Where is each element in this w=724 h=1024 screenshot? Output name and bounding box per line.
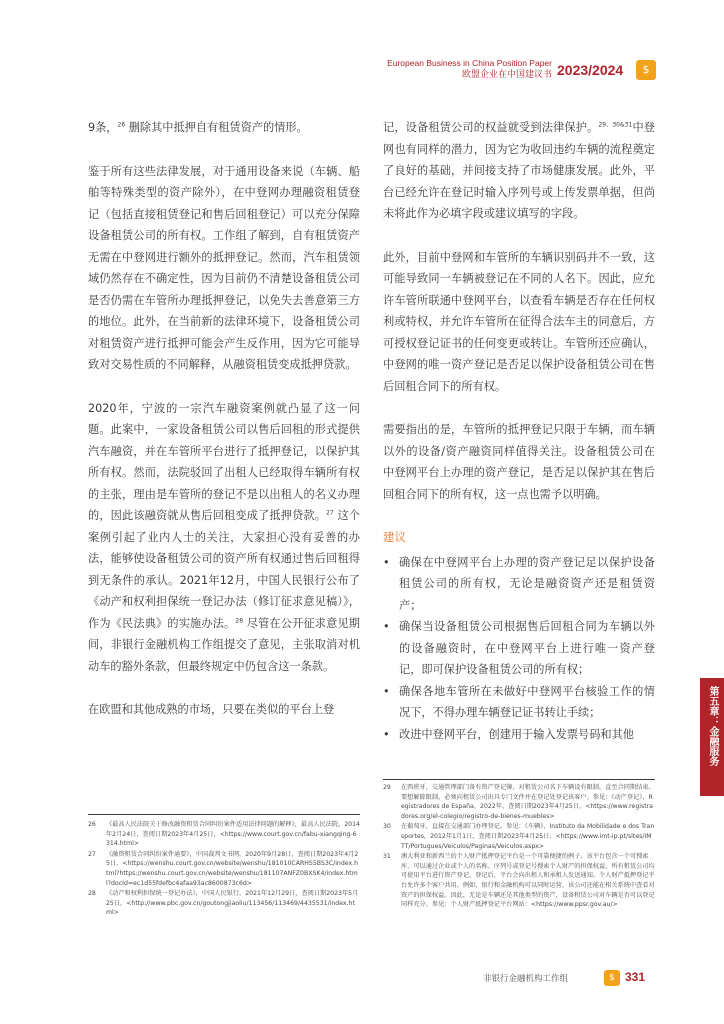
header-year: 2023/2024 [557,62,624,78]
recommendations-list [383,552,655,746]
footnote-number: 27 [88,850,96,858]
right-paragraph-1: 记，设备租赁公司的权益就受到法律保护。$^{29、30\&31}$中登网也有同样的潜力，因为它为收回违约车辆的流程奠定了良好的基础，并间接支持了市场健康发展。此外，平台已经允许在登记时输入序列号或上传发票单据，但尚未将此作为必填字段或建议填写的字段。 [383,121,655,220]
eu-chamber-logo-icon: $ [636,60,656,80]
footnote-number: 28 [88,890,96,898]
left-paragraph-2: 鉴于所有这些法律发展，对于通用设备来说（车辆、船舶等特殊类型的资产除外），在中登网办理融资租赁登记（包括直接租赁登记和售后回租登记）可以充分保障设备租赁公司的所有权。工作组了解到，自有租赁资产无需在中登网进行额外的抵押登记。然而，汽车租赁领域仍然存在不确定性，因为目前仍不清楚设备租赁公司是否仍需在车管所办理抵押登记，以免失去善意第三方的地位。此外，在当前新的法律环境下，设备租赁公司对租赁资产进行抵押可能会产生反作用，因为它可能导致对交易性质的不同解释，从融资租赁变成抵押贷款。 [88,164,360,371]
recommendation-item: • 确保在中登网平台上办理的资产登记足以保护设备租赁公司的所有权，无论是融资资产还是租赁资产； [383,552,655,617]
footnote-item: 30 在葡萄牙，直接在交通部门办理登记。参见：《车辆》，Instituto da Mobilidade e dos Transportes，2012年1月1日，查阅日期2023年4月25日，<https://www.imt-ip.pt/sites/IMTT/Portugues/Veiculos/Paginas/Veiculos.aspx> [383,823,655,850]
footnote-number: 30 [383,823,391,831]
footnote-ref-26[interactable]: 26 [117,121,126,129]
header-title-en: European Business in China Position Paper [387,58,552,68]
footnote-ref-27[interactable]: 27 [326,509,334,517]
left-column [88,117,360,743]
footnote-item: 28 《动产和权利担保统一登记办法》，中国人民银行，2021年12月29日，查阅日期2023年5月25日，<http://www.pbc.gov.cn/goutongjiaoliu/113456/113469/4435531/index.html> [88,890,359,917]
footnote-number: 29 [383,784,391,791]
right-paragraph-2: 此外，目前中登网和车管所的车辆识别码并不一致，这可能导致同一车辆被登记在不同的人名下。因此，应允许车管所联通中登网平台，以查看车辆是否存在任何权利或特权，并允许车管所在征得合法车主的同意后，方可授权登记证书的任何变更或转让。车管所还应确认，中登网的唯一资产登记是否足以保护设备租赁公司在售后回租合同下的所有权。 [383,250,655,393]
page-number: 331 [625,970,646,984]
footnote-item: 31 澳大利亚和新西兰的个人财产抵押登记平台是一个可靠便捷的例子。该平台包含一个可搜索库，可以通过企业或个人的名称、序列号或登记号搜索个人财产的担保权益。所有租赁公司均可使用平台进行资产登记，登记后，平台会向出租人和承租人发送通知。个人财产抵押登记平台允许多个客户共用。例如，银行和金融机构可以同时运营，该公司还能在相关系统中查看对资产的担保权益。因此，无论是车辆还是其他类型的资产，设备租赁公司对车辆是否可以登记同样充分。参见：个人财产抵押登记平台网站：<https://www.ppsr.gov.au/> [383,853,655,909]
footer-logo-icon: $ [604,970,620,986]
recommendation-item: • 确保当设备租赁公司根据售后回租合同为车辆以外的设备融资时，在中登网平台上进行唯一资产登记，即可保护设备租赁公司的所有权； [383,616,655,681]
right-column [383,117,655,745]
left-paragraph-1: 9条，$^{26}$ 删除其中抵押自有租赁资产的情形。 [88,121,308,134]
footnote-number: 31 [383,853,391,861]
footnote-number: 26 [88,821,96,828]
footnotes-right [383,783,655,911]
footnotes-left [88,820,360,919]
left-paragraph-3: 2020年，宁波的一宗汽车融资案例就凸显了这一问题。此案中，一家设备租赁公司以售后回租的形式提供汽车融资，并在车管所平台进行了抵押登记，以保护其所有权。然而，法院驳回了出租人已经取得车辆所有权的主张，理由是车管所的登记不是以出租人的名义办理的，因此该融资就从售后回租变成了抵押贷款。$^{27}$ 这个案例引起了业内人士的关注，大家担心没有妥善的办法，能够使设备租赁公司的资产所有权通过售后回租得到无条件的承认。2021年12月，中国人民银行公布了《动产和权利担保统一登记办法（修订征求意见稿）》，作为《民法典》的实施办法。$^{28}$ 尽管在公开征求意见期间，非银行金融机构工作组提交了意见，主张取消对机动车的豁外条款，但最终规定中仍包含这一条款。 [88,401,360,673]
right-paragraph-3: 需要指出的是，车管所的抵押登记只限于车辆，而车辆以外的设备/资产融资同样值得关注。设备租赁公司在中登网平台上办理的资产登记，是否足以保护其在售后回租合同下的所有权，这一点也需予以明确。 [383,423,655,501]
recommendation-item: • 确保各地车管所在未做好中登网平台核验工作的情况下，不得办理车辆登记证书转让手续； [383,681,655,724]
header-title-cn: 欧盟企业在中国建议书 [461,70,552,80]
left-paragraph-4: 在欧盟和其他成熟的市场，只要在类似的平台上登 [88,703,335,716]
footnote-divider-left [88,814,360,815]
footnote-item: 26 《最高人民法院关于修改融资租赁合同纠纷案件适用法律问题的解释》，最高人民法院，2014年2月24日，查阅日期2023年4月25日，<https://www.court.gov.cn/fabu-xiangqing-6314.html> [88,821,360,848]
footnote-divider-right [383,779,655,780]
recommendation-item: • 改进中登网平台，创建用于输入发票号码和其他 [383,724,655,746]
chapter-side-tab-label: 第五章：金融服务 [707,686,718,766]
recommendations-heading: 建议 [383,530,406,544]
footnote-item: 29 在西班牙，交通管理部门备有资产登记簿，对租赁公司名下车辆设有限制，直至合同期结束。要想解除限制，必须向租赁公司出具专门文件并在登记处登记该客户。参见：《动产登记》，Registradores de España，2022年，查阅日期2023年4月25日，<https://www.registradores.org/el-colegio/registro-de-bienes-muebles> [383,784,655,820]
footnote-ref-28[interactable]: 28 [235,616,244,624]
footnote-item: 27 《融资租赁合同纠纷案件通要》，中国裁判文书网，2020年9月28日，查阅日期2023年4月25日，<https://wenshu.court.gov.cn/website/wenshu/181010CARHS5BS3C/index.html?https://wenshu.court.gov.cn/website/wenshu/181107ANFZ0BXSK4/index.html?docId=ec1d55fdefbc4afaa93ac8600873c6d> [88,850,359,887]
footnote-ref-29-31[interactable]: 29、30&31 [598,121,633,129]
footer-working-group: 非银行金融机构工作组 [482,974,568,984]
header-titles [360,58,552,81]
